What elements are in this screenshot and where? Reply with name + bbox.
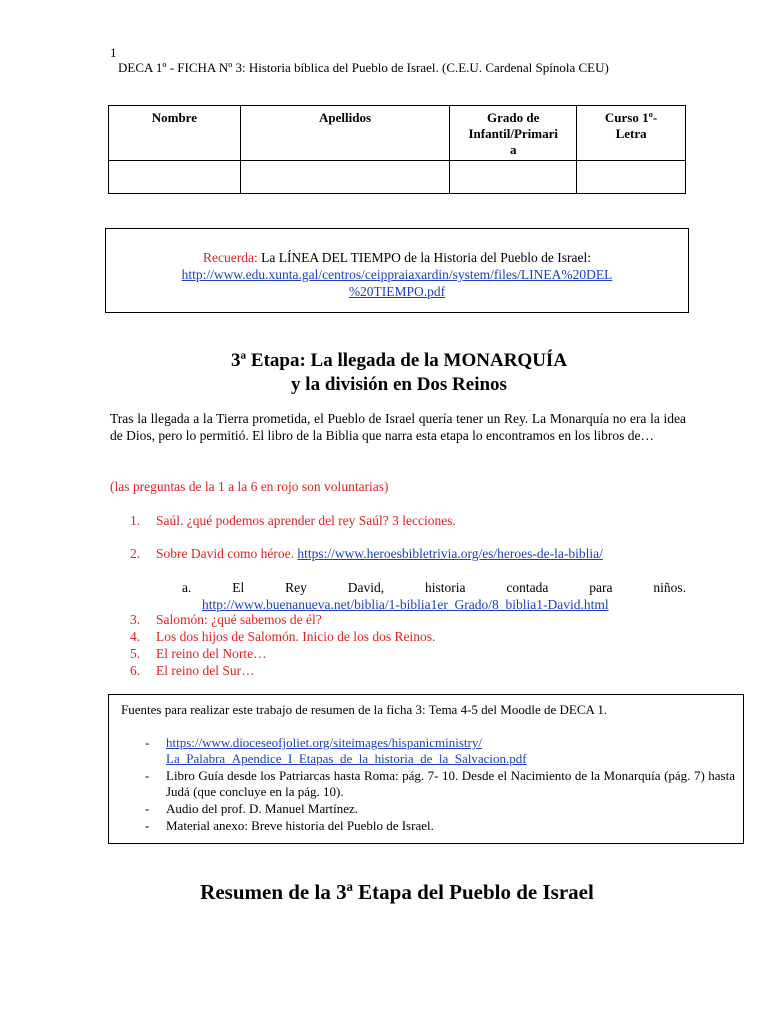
question-2 [130,546,603,562]
recuerda-text: La LÍNEA DEL TIEMPO de la Historia del Pueblo de Israel: [257,250,591,265]
timeline-link-line1[interactable]: http://www.edu.xunta.gal/centros/ceippraiaxardin/system/files/LINEA%20DEL [181,267,613,282]
source-item [145,801,735,817]
stage-title-line1: 3ª Etapa: La llegada de la MONARQUÍA [230,350,568,371]
dioceses-link-line1[interactable]: https://www.dioceseofjoliet.org/siteimages/hispanicministry/ [166,735,482,750]
subquestion-a [182,579,686,613]
apellidos-cell[interactable] [240,161,450,194]
question-number: 4. [130,629,141,644]
page-number: 1 [110,45,117,60]
subquestion-word: niños. [653,580,686,595]
question-number: 6. [130,663,141,678]
header-apellidos: Apellidos [240,106,450,161]
sources-intro: Fuentes para realizar este trabajo de resumen de la ficha 3: Tema 4-5 del Moodle de DECA 1. [121,702,608,717]
question-4 [130,629,435,645]
timeline-link-line2[interactable]: %20TIEMPO.pdf [348,284,446,299]
subquestion-line1 [182,579,686,596]
recuerda-box [105,228,689,313]
source-text: Audio del prof. D. Manuel Martínez. [166,801,359,816]
bullet-dash: - [145,818,150,833]
source-text: Material anexo: Breve historia del Pueblo de Israel. [166,818,434,833]
table-header-row [109,106,686,161]
question-number: 5. [130,646,141,661]
bullet-dash: - [145,801,150,816]
nombre-cell[interactable] [109,161,241,194]
david-link[interactable]: http://www.buenanueva.net/biblia/1-biblia1er_Grado/8_biblia1-David.html [202,597,609,612]
header-grado [450,106,577,161]
header-grado-line3: a [509,142,517,157]
header-curso [577,106,686,161]
question-6 [130,663,255,679]
source-item [145,818,735,834]
source-text: Libro Guía desde los Patriarcas hasta Roma: pág. 7- 10. Desde el Nacimiento de la Monarquía (pág. 7) hasta Judá (que concluye en la pág. 10). [166,768,735,799]
question-text: El reino del Norte… [156,646,267,661]
sources-box [108,694,744,844]
header-curso-line2: Letra [615,126,647,141]
bullet-dash: - [145,768,150,783]
question-text: Salomón: ¿qué sabemos de él? [156,612,322,627]
dioceses-link-line2[interactable]: La_Palabra_Apendice_I_Etapas_de_la_historia_de_la_Salvacion.pdf [166,751,527,766]
grado-cell[interactable] [450,161,577,194]
subquestion-word: David, [347,580,385,595]
question-number: 3. [130,612,141,627]
recuerda-text-line [106,249,688,266]
question-number: 1. [130,513,141,528]
source-item [145,735,735,767]
question-3 [130,612,322,628]
document-header: DECA 1º - FICHA Nº 3: Historia bíblica del Pueblo de Israel. (C.E.U. Cardenal Spínola CEU) [118,60,609,75]
source-item [145,768,735,800]
table-input-row [109,161,686,194]
summary-title: Resumen de la 3ª Etapa del Pueblo de Israel [200,880,594,904]
question-number: 2. [130,546,141,561]
student-info-table [108,105,686,194]
header-nombre: Nombre [109,106,241,161]
question-text: Saúl. ¿qué podemos aprender del rey Saúl? 3 lecciones. [156,513,456,528]
subquestion-letter: a. [182,580,192,595]
curso-cell[interactable] [577,161,686,194]
bullet-dash: - [145,735,150,750]
recuerda-label: Recuerda: [202,250,258,265]
subquestion-word: para [589,580,613,595]
question-5 [130,646,267,662]
subquestion-word: historia [425,580,466,595]
header-grado-line1: Grado de [487,110,540,125]
question-text: El reino del Sur… [156,663,255,678]
question-text: Los dos hijos de Salomón. Inicio de los dos Reinos. [156,629,436,644]
heroes-link[interactable]: https://www.heroesbibletrivia.org/es/heroes-de-la-biblia/ [297,546,603,561]
stage-title-line2: y la división en Dos Reinos [291,374,507,395]
voluntary-note: (las preguntas de la 1 a la 6 en rojo son voluntarias) [110,479,389,494]
question-text: Sobre David como héroe. [156,546,298,561]
header-curso-line1: Curso 1º- [604,110,658,125]
header-grado-line2: Infantil/Primari [468,126,558,141]
question-1 [130,513,456,529]
subquestion-word: El [232,580,245,595]
subquestion-word: contada [506,580,549,595]
subquestion-word: Rey [285,580,307,595]
intro-paragraph: Tras la llegada a la Tierra prometida, el Pueblo de Israel quería tener un Rey. La Monarquía no era la idea de Dios, pero lo permitió. El libro de la Biblia que narra esta etapa lo encontramos en los libros de… [110,411,686,443]
